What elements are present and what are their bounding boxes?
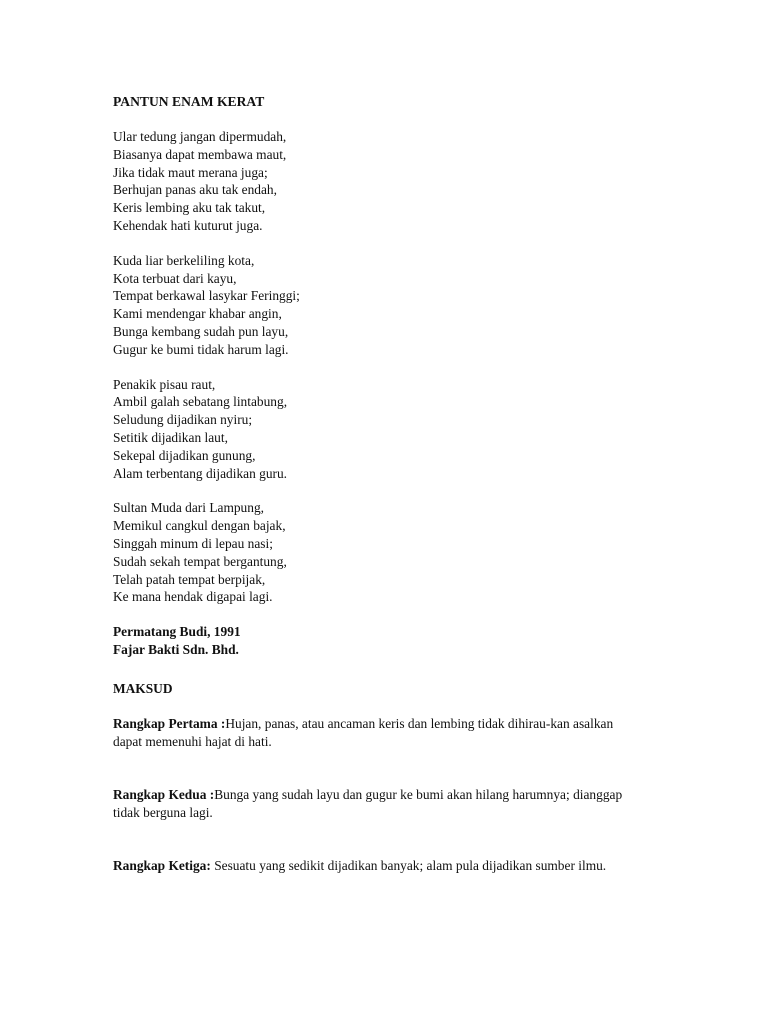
- stanza-line: Alam terbentang dijadikan guru.: [113, 465, 288, 481]
- stanza-line: Sudah sekah tempat bergantung,: [113, 553, 287, 569]
- meaning-label: Rangkap Ketiga:: [113, 858, 211, 874]
- stanza-line: Sekepal dijadikan gunung,: [113, 447, 256, 463]
- stanza-line: Telah patah tempat berpijak,: [113, 571, 266, 587]
- stanza-line: Ke mana hendak digapai lagi.: [113, 589, 273, 605]
- stanza-line: Memikul cangkul dengan bajak,: [113, 518, 286, 534]
- stanza-line: Penakik pisau raut,: [113, 376, 216, 392]
- stanza-3: [113, 376, 673, 483]
- stanza-line: Bunga kembang sudah pun layu,: [113, 323, 289, 339]
- meaning-text: Bunga yang sudah layu dan gugur ke bumi akan hilang harumnya; dianggap tidak berguna lagi.: [113, 787, 623, 821]
- stanza-line: Keris lembing aku tak takut,: [113, 200, 266, 216]
- document-page: [113, 92, 673, 910]
- stanza-line: Kami mendengar khabar angin,: [113, 306, 282, 322]
- maksud-heading: MAKSUD: [113, 681, 173, 697]
- meaning-label: Rangkap Pertama :: [113, 716, 226, 732]
- source-book: Permatang Budi, 1991: [113, 624, 241, 640]
- stanza-line: Kuda liar berkeliling kota,: [113, 252, 255, 268]
- meaning-stanza-3: [113, 857, 638, 875]
- stanza-line: Jika tidak maut merana juga;: [113, 164, 268, 180]
- meaning-stanza-1: [113, 715, 638, 751]
- stanza-line: Sultan Muda dari Lampung,: [113, 500, 264, 516]
- stanza-line: Gugur ke bumi tidak harum lagi.: [113, 341, 289, 357]
- meaning-text: Sesuatu yang sedikit dijadikan banyak; alam pula dijadikan sumber ilmu.: [210, 858, 607, 874]
- stanza-line: Kota terbuat dari kayu,: [113, 270, 237, 286]
- stanza-2: [113, 252, 673, 359]
- stanza-line: Ular tedung jangan dipermudah,: [113, 129, 287, 144]
- stanza-line: Setitik dijadikan laut,: [113, 429, 228, 445]
- stanza-line: Ambil galah sebatang lintabung,: [113, 394, 288, 410]
- stanza-1: [113, 128, 673, 235]
- stanza-line: Singgah minum di lepau nasi;: [113, 535, 273, 551]
- source-publisher: Fajar Bakti Sdn. Bhd.: [113, 642, 239, 658]
- stanza-line: Biasanya dapat membawa maut,: [113, 146, 287, 162]
- source-citation: [113, 623, 673, 659]
- meaning-text: Hujan, panas, atau ancaman keris dan lembing tidak dihirau-kan asalkan dapat memenuhi hajat di hati.: [113, 716, 614, 750]
- stanza-line: Tempat berkawal lasykar Feringgi;: [113, 288, 300, 304]
- meaning-label: Rangkap Kedua :: [113, 787, 215, 803]
- stanza-4: [113, 499, 673, 606]
- stanza-line: Berhujan panas aku tak endah,: [113, 182, 277, 198]
- stanza-line: Kehendak hati kuturut juga.: [113, 217, 263, 233]
- stanza-line: Seludung dijadikan nyiru;: [113, 412, 253, 428]
- meaning-stanza-2: [113, 786, 638, 822]
- poem-title: PANTUN ENAM KERAT: [113, 94, 265, 109]
